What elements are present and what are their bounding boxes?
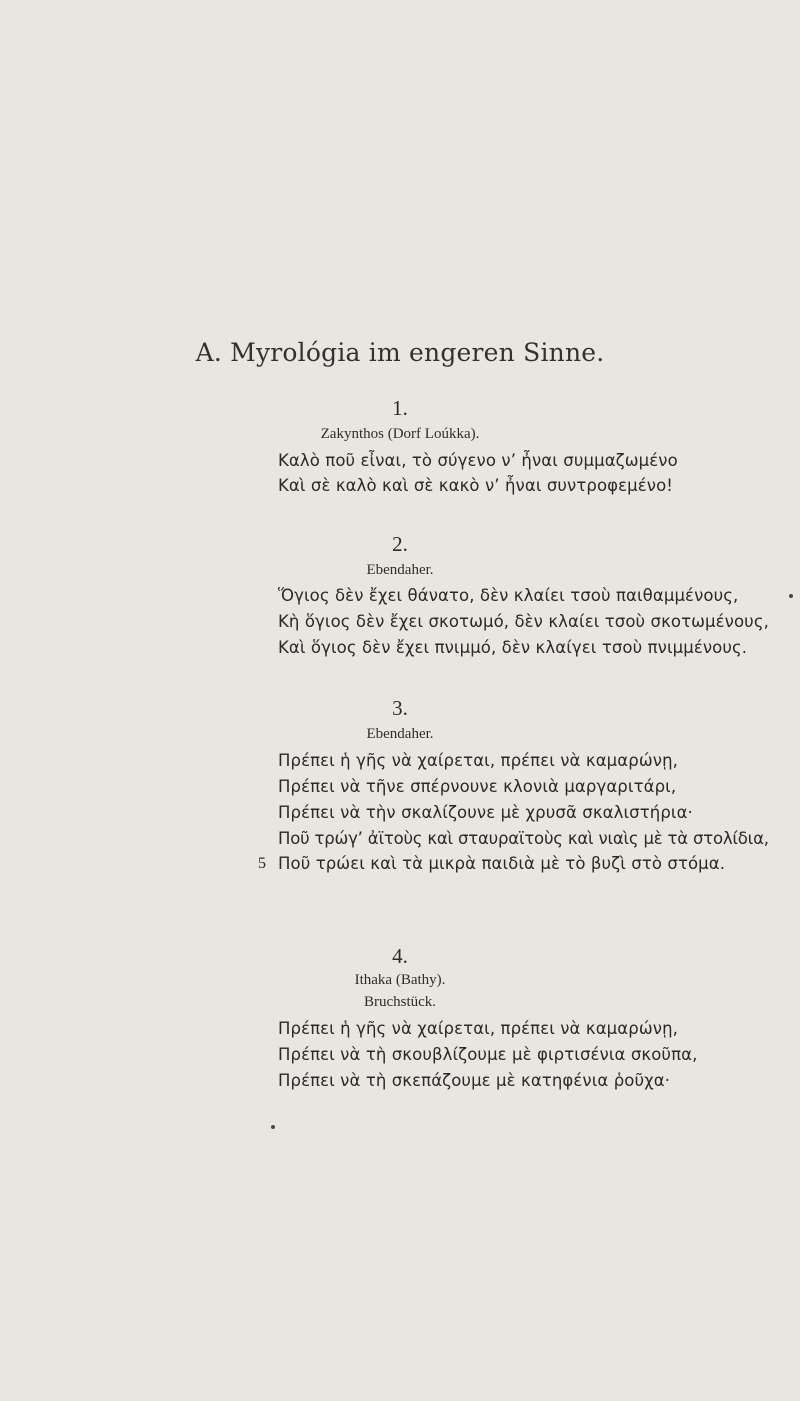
poem-line: Πρέπει ἡ γῆς νὰ χαίρεται, πρέπει νὰ καμαρώνῃ, (278, 1019, 678, 1038)
poem-line: Πρέπει νὰ τὴ σκεπάζουμε μὲ κατηφένια ῥοῦχα· (278, 1071, 671, 1090)
poem-line: Καλὸ ποῦ εἶναι, τὸ σύγενο ν’ ἦναι συμμαζωμένο (278, 451, 678, 470)
poem-line: Πρέπει νὰ τὴ σκουβλίζουμε μὲ φιρτισένια σκοῦπα, (278, 1045, 698, 1064)
poem-source: Ebendaher. (366, 562, 434, 578)
poem-number: 3. (392, 696, 408, 720)
poem-line: Πρέπει ἡ γῆς νὰ χαίρεται, πρέπει νὰ καμαρώνῃ, (278, 751, 678, 770)
poem-line: Κὴ ὅγιος δὲν ἔχει σκοτωμό, δὲν κλαίει τσοὺ σκοτωμένους, (278, 612, 769, 631)
poem-number: 2. (392, 532, 408, 556)
print-speck (789, 594, 793, 598)
line-number: 5 (258, 855, 266, 872)
poem-line: Ὅγιος δὲν ἔχει θάνατο, δὲν κλαίει τσοὺ παιθαμμένους, (278, 586, 739, 605)
print-speck (271, 1125, 275, 1129)
poem-number: 4. (392, 944, 408, 968)
poem-note: Bruchstück. (363, 994, 437, 1010)
poem-source: Zakynthos (Dorf Loúkka). (320, 426, 480, 442)
poem-source: Ithaka (Bathy). (354, 972, 446, 988)
poem-line: Ποῦ τρώγ’ ἀϊτοὺς καὶ σταυραϊτοὺς καὶ νιαὶς μὲ τὰ στολίδια, (278, 829, 769, 848)
section-heading: A. Myrológia im engeren Sinne. (195, 338, 605, 367)
poem-line: Καὶ ὅγιος δὲν ἔχει πνιμμό, δὲν κλαίγει τσοὺ πνιμμένους. (278, 638, 748, 657)
poem-number: 1. (392, 396, 408, 420)
poem-line: Καὶ σὲ καλὸ καὶ σὲ κακὸ ν’ ἦναι συντροφεμένο! (278, 476, 674, 495)
poem-source: Ebendaher. (366, 726, 434, 742)
poem-line: Ποῦ τρώει καὶ τὰ μικρὰ παιδιὰ μὲ τὸ βυζὶ στὸ στόμα. (278, 854, 726, 873)
poem-line: Πρέπει νὰ τὴν σκαλίζουνε μὲ χρυσᾶ σκαλιστήρια· (278, 803, 693, 822)
poem-line: Πρέπει νὰ τῆνε σπέρνουνε κλονιὰ μαργαριτάρι, (278, 777, 677, 796)
